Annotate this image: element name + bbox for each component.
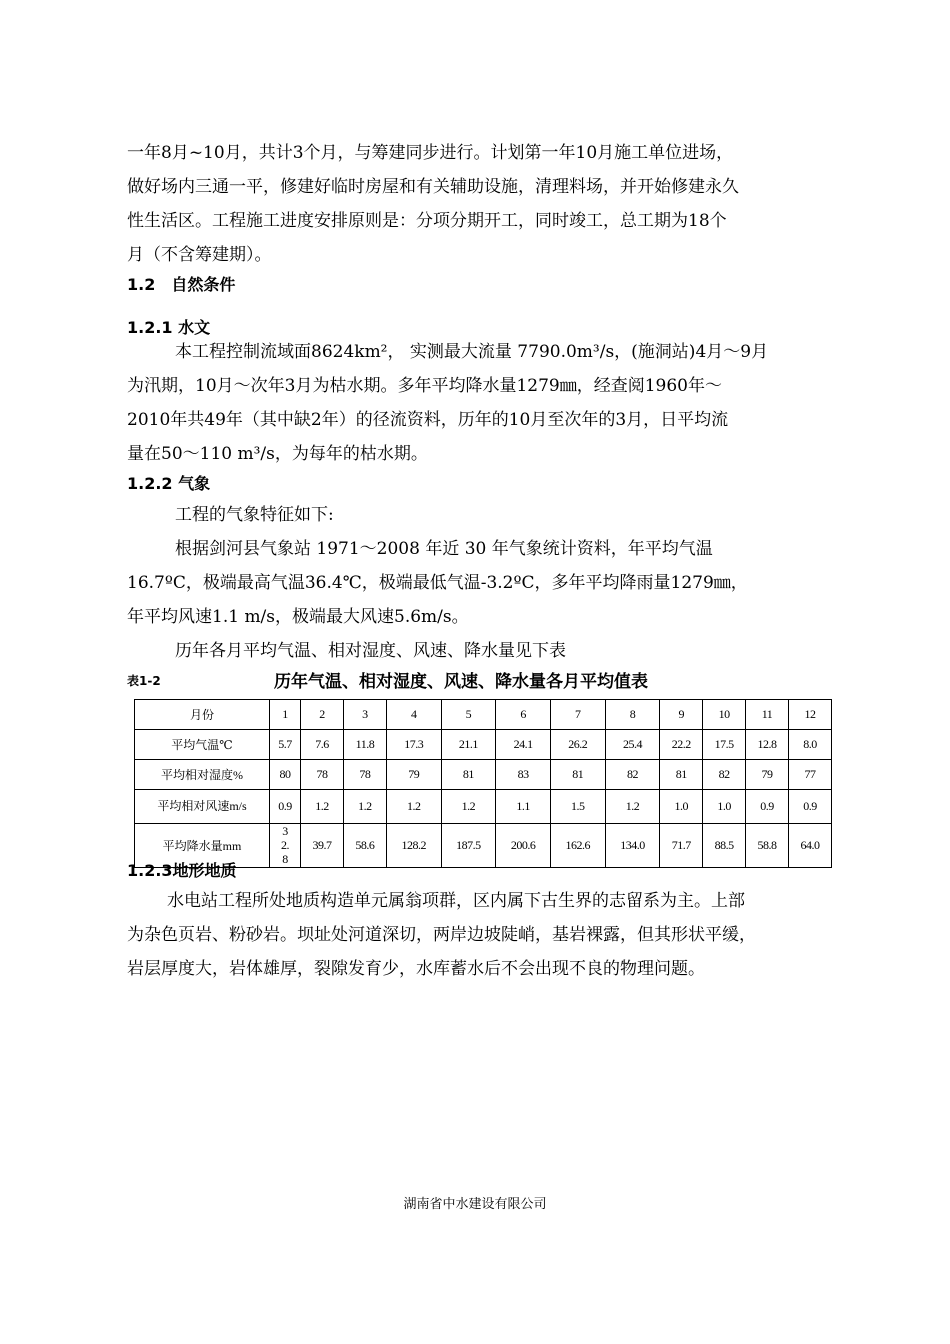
table-cell: 88.5 (703, 824, 746, 868)
table-cell: 25.4 (605, 730, 660, 760)
table-cell: 81 (660, 760, 703, 790)
table-cell: 26.2 (550, 730, 605, 760)
climate-table (134, 699, 832, 868)
table-cell: 77 (788, 760, 831, 790)
row-label: 平均降水量mm (135, 824, 270, 868)
month-cell: 8 (605, 700, 660, 730)
hydrology-paragraph (127, 335, 827, 471)
month-cell: 12 (788, 700, 831, 730)
text-line: 一年8月~10月，共计3个月，与筹建同步进行。计划第一年10月施工单位进场， (127, 143, 734, 163)
row-label: 平均相对湿度% (135, 760, 270, 790)
table-cell: 134.0 (605, 824, 660, 868)
section-heading-1-2-3: 1.2.3地形地质 (127, 861, 237, 880)
month-cell: 3 (343, 700, 386, 730)
table-cell: 82 (703, 760, 746, 790)
month-cell: 6 (496, 700, 551, 730)
text-line: 量在50～110 m³/s，为每年的枯水期。 (127, 444, 428, 464)
table-cell: 8.0 (788, 730, 831, 760)
text-line: 性生活区。工程施工进度安排原则是：分项分期开工，同时竣工，总工期为18个 (127, 211, 727, 231)
wrapped-value: 32.8 (281, 824, 290, 866)
table-cell: 58.8 (746, 824, 789, 868)
table-cell: 11.8 (343, 730, 386, 760)
table-cell: 21.1 (441, 730, 496, 760)
section-heading-1-2-2: 1.2.2 气象 (127, 474, 211, 493)
table-cell: 128.2 (386, 824, 441, 868)
table-cell: 82 (605, 760, 660, 790)
table-cell: 83 (496, 760, 551, 790)
table-label: 表1-2 (127, 674, 161, 688)
text-line: 做好场内三通一平，修建好临时房屋和有关辅助设施，清理料场，并开始修建永久 (127, 177, 739, 197)
table-cell: 39.7 (301, 824, 344, 868)
table-cell: 0.9 (270, 790, 301, 824)
table-cell: 1.5 (550, 790, 605, 824)
text-line: 水电站工程所处地质构造单元属翁项群，区内属下古生界的志留系为主。上部 (167, 891, 745, 911)
section-heading-1-2-1: 1.2.1 水文 (127, 318, 211, 337)
table-cell: 1.2 (441, 790, 496, 824)
table-cell: 58.6 (343, 824, 386, 868)
text-line: 年平均风速1.1 m/s，极端最大风速5.6m/s。 (127, 607, 469, 627)
table-cell: 81 (441, 760, 496, 790)
table-cell: 200.6 (496, 824, 551, 868)
table-title: 历年气温、相对湿度、风速、降水量各月平均值表 (274, 672, 648, 692)
text-line: 月（不含筹建期）。 (127, 245, 272, 265)
text-line: 历年各月平均气温、相对湿度、风速、降水量见下表 (175, 641, 566, 661)
table-row (135, 730, 832, 760)
month-cell: 1 (270, 700, 301, 730)
page-footer: 湖南省中水建设有限公司 (403, 1197, 547, 1212)
table-cell: 64.0 (788, 824, 831, 868)
month-cell: 4 (386, 700, 441, 730)
table-cell (270, 824, 301, 868)
section-heading-1-2: 1.2 自然条件 (127, 275, 236, 294)
table-row (135, 824, 832, 868)
table-cell: 17.3 (386, 730, 441, 760)
text-line: 根据剑河县气象站 1971～2008 年近 30 年气象统计资料，年平均气温 (175, 539, 713, 559)
month-cell: 7 (550, 700, 605, 730)
table-cell: 0.9 (746, 790, 789, 824)
month-cell: 11 (746, 700, 789, 730)
month-cell: 2 (301, 700, 344, 730)
month-cell: 10 (703, 700, 746, 730)
table-cell: 1.0 (660, 790, 703, 824)
table-cell: 1.2 (343, 790, 386, 824)
table-cell: 22.2 (660, 730, 703, 760)
intro-paragraph (127, 136, 827, 272)
table-cell: 1.1 (496, 790, 551, 824)
text-line: 岩层厚度大，岩体雄厚，裂隙发育少，水库蓄水后不会出现不良的物理问题。 (127, 959, 705, 979)
text-line: 为汛期，10月～次年3月为枯水期。多年平均降水量1279㎜，经查阅1960年～ (127, 376, 722, 396)
table-cell: 5.7 (270, 730, 301, 760)
text-line: 2010年共49年（其中缺2年）的径流资料，历年的10月至次年的3月，日平均流 (127, 410, 729, 430)
table-cell: 79 (746, 760, 789, 790)
table-cell: 1.2 (605, 790, 660, 824)
table-header-row (135, 700, 832, 730)
table-cell: 162.6 (550, 824, 605, 868)
text-line: 16.7ºC，极端最高气温36.4℃，极端最低气温-3.2ºC，多年平均降雨量1279㎜， (127, 573, 748, 593)
table-cell: 1.2 (301, 790, 344, 824)
month-cell: 5 (441, 700, 496, 730)
row-label: 平均气温℃ (135, 730, 270, 760)
text-line: 为杂色页岩、粉砂岩。坝址处河道深切，两岸边坡陡峭，基岩裸露，但其形状平缓， (127, 925, 756, 945)
meteorology-paragraph (127, 498, 827, 668)
table-cell: 80 (270, 760, 301, 790)
table-cell: 1.2 (386, 790, 441, 824)
table-cell: 71.7 (660, 824, 703, 868)
table-cell: 81 (550, 760, 605, 790)
table-row (135, 790, 832, 824)
table-cell: 79 (386, 760, 441, 790)
table-row (135, 760, 832, 790)
geology-paragraph (127, 884, 827, 986)
table-cell: 78 (301, 760, 344, 790)
table-cell: 17.5 (703, 730, 746, 760)
month-cell: 9 (660, 700, 703, 730)
table-cell: 1.0 (703, 790, 746, 824)
table-cell: 0.9 (788, 790, 831, 824)
table-cell: 24.1 (496, 730, 551, 760)
table-cell: 187.5 (441, 824, 496, 868)
text-line: 工程的气象特征如下: (175, 505, 334, 525)
table-cell: 7.6 (301, 730, 344, 760)
table-cell: 78 (343, 760, 386, 790)
text-line: 本工程控制流域面8624km²， 实测最大流量 7790.0m³/s，(施洞站)4月～9月 (175, 342, 769, 362)
table-cell: 12.8 (746, 730, 789, 760)
table-header-cell: 月份 (135, 700, 270, 730)
row-label: 平均相对风速m/s (135, 790, 270, 824)
